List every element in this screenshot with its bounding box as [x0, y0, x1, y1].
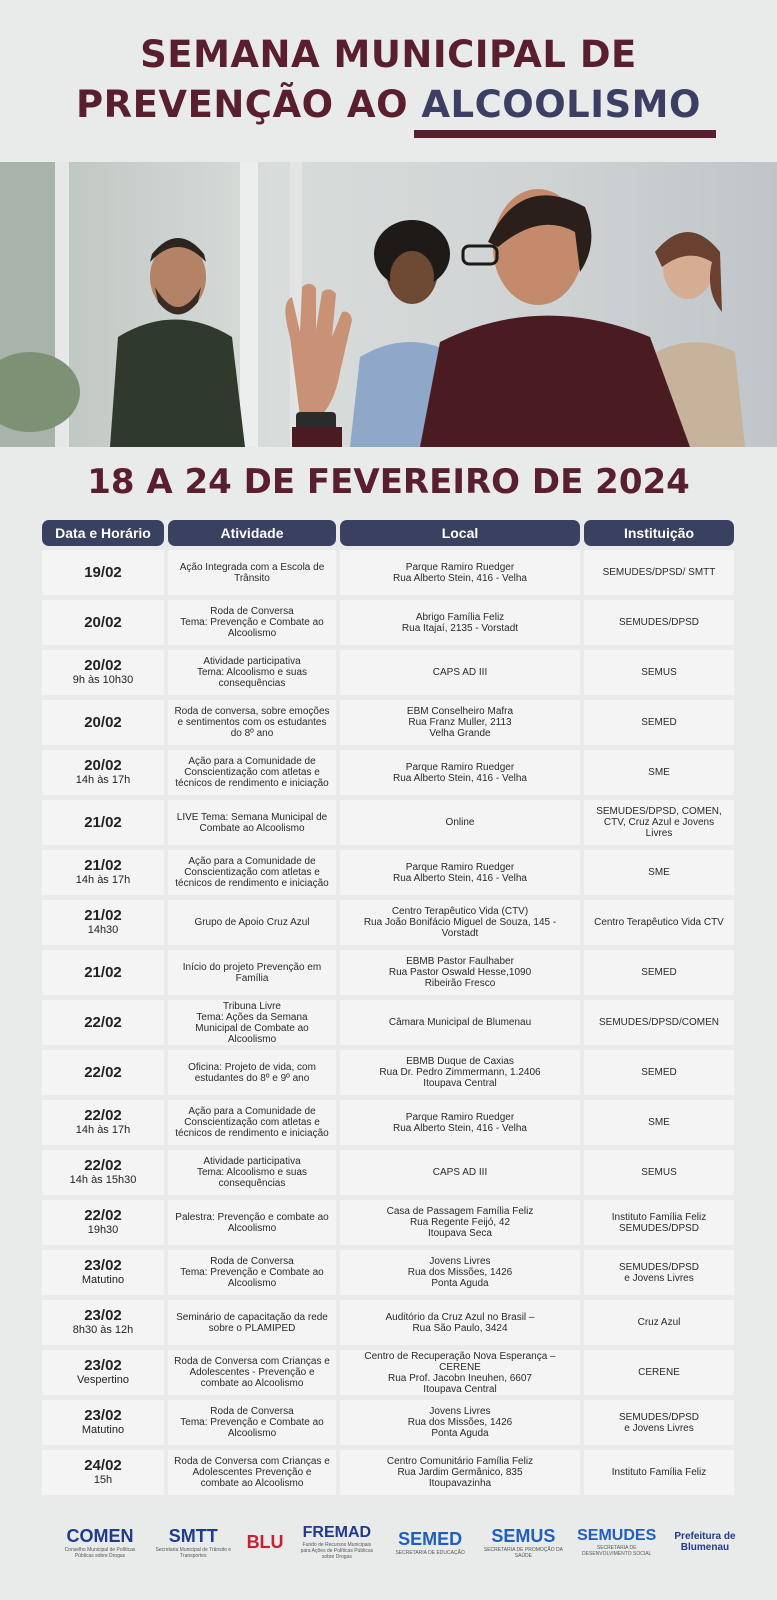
date-text: 22/02 [84, 1157, 122, 1174]
logo-name: SEMED [398, 1528, 463, 1549]
institution-cell [584, 650, 734, 695]
activity-cell-text: Ação para a Comunidade de Conscientização com atletas e técnicos de rendimento e iniciação [175, 856, 329, 889]
activity-cell-text: Seminário de capacitação da rede sobre o PLAMIPED [176, 1311, 328, 1334]
table-row [42, 950, 734, 995]
time-text: 14h às 17h [75, 874, 131, 886]
place-cell [340, 550, 580, 595]
place-cell [340, 900, 580, 945]
place-cell [340, 1300, 580, 1345]
logo-name: SEMUDES [577, 1527, 657, 1544]
date-text: 21/02 [84, 907, 122, 924]
activity-cell [168, 1050, 336, 1095]
activity-cell [168, 800, 336, 845]
logo-prefeitura-de-blumenau [670, 1531, 740, 1553]
date-cell [42, 1350, 164, 1395]
place-cell-text: EBM Conselheiro Mafra Rua Franz Muller, 2113 Velha Grande [406, 706, 514, 739]
table-row [42, 800, 734, 845]
place-cell [340, 1100, 580, 1145]
date-cell [42, 1400, 164, 1445]
institution-cell-text: Instituto Família Feliz SEMUDES/DPSD [611, 1211, 707, 1234]
institution-cell-text: SEMUDES/DPSD/ SMTT [602, 567, 716, 578]
institution-cell [584, 1300, 734, 1345]
institution-cell-text: CERENE [638, 1367, 680, 1378]
table-row [42, 1050, 734, 1095]
date-text: 19/02 [84, 563, 122, 581]
activity-cell-text: Roda de Conversa Tema: Prevenção e Combate ao Alcoolismo [180, 1406, 324, 1439]
logo-subtitle: Conselho Municipal de Políticas Públicas sobre Drogas [64, 1546, 136, 1559]
partner-logos [60, 1512, 740, 1572]
title-line-2-highlight: ALCOOLISMO [421, 83, 701, 126]
table-row [42, 650, 734, 695]
activity-cell [168, 850, 336, 895]
place-cell-text: CAPS AD III [432, 667, 488, 678]
place-cell-text: Parque Ramiro Ruedger Rua Alberto Stein, 416 - Velha [393, 861, 527, 884]
logo-blu [247, 1532, 284, 1553]
date-cell [42, 550, 164, 595]
place-cell-text: Jovens Livres Rua dos Missões, 1426 Ponta Aguda [407, 1256, 513, 1289]
table-row [42, 1150, 734, 1195]
time-text: 14h às 15h30 [69, 1174, 137, 1186]
activity-cell [168, 1000, 336, 1045]
date-text: 21/02 [84, 857, 122, 874]
activity-cell-text: Atividade participativa Tema: Alcoolismo e suas consequências [196, 1156, 308, 1189]
activity-cell-text: Tribuna Livre Tema: Ações da Semana Municipal de Combate ao Alcoolismo [195, 1000, 309, 1045]
date-text: 20/02 [84, 713, 122, 731]
activity-cell-text: Ação para a Comunidade de Conscientização com atletas e técnicos de rendimento e iniciação [175, 1106, 329, 1139]
title-line-2-part-1: PREVENÇÃO AO [76, 83, 422, 126]
institution-cell [584, 700, 734, 745]
time-text: 14h30 [87, 924, 119, 936]
institution-cell-text: Centro Terapêutico Vida CTV [594, 917, 724, 928]
time-text: 8h30 às 12h [72, 1324, 134, 1336]
header-date: Data e Horário [42, 520, 164, 546]
institution-cell-text: SEMUS [641, 667, 677, 678]
activity-cell [168, 1350, 336, 1395]
place-cell [340, 950, 580, 995]
institution-cell [584, 1000, 734, 1045]
institution-cell-text: SEMUS [641, 1167, 677, 1178]
activity-cell [168, 1300, 336, 1345]
institution-cell-text: SEMUDES/DPSD e Jovens Livres [618, 1411, 699, 1434]
institution-cell [584, 550, 734, 595]
date-text: 23/02 [84, 1357, 122, 1374]
logo-subtitle: SECRETARIA DE PROMOÇÃO DA SAÚDE [483, 1546, 563, 1559]
activity-cell [168, 1100, 336, 1145]
activity-cell-text: Ação Integrada com a Escola de Trânsito [179, 561, 325, 584]
institution-cell [584, 850, 734, 895]
logo-semed [390, 1529, 470, 1556]
place-cell-text: Parque Ramiro Ruedger Rua Alberto Stein, 416 - Velha [393, 1111, 527, 1134]
date-text: 22/02 [84, 1013, 122, 1031]
activity-cell [168, 650, 336, 695]
table-row [42, 550, 734, 595]
date-text: 20/02 [84, 757, 122, 774]
date-cell [42, 1100, 164, 1145]
table-row [42, 1400, 734, 1445]
date-cell [42, 700, 164, 745]
activity-cell-text: Roda de conversa, sobre emoções e sentimentos com os estudantes do 8º ano [174, 706, 330, 739]
place-cell-text: Centro Terapêutico Vida (CTV) Rua João Bonifácio Miguel de Souza, 145 - Vorstadt [363, 906, 557, 939]
activity-cell [168, 1400, 336, 1445]
activity-cell-text: Ação para a Comunidade de Conscientização com atletas e técnicos de rendimento e iniciação [175, 756, 329, 789]
logo-fremad [297, 1524, 377, 1560]
title-line-1: SEMANA MUNICIPAL DE [140, 33, 637, 76]
logo-name: FREMAD [302, 1524, 372, 1541]
date-cell [42, 650, 164, 695]
date-cell [42, 1450, 164, 1495]
place-cell-text: CAPS AD III [432, 1167, 488, 1178]
activity-cell [168, 700, 336, 745]
table-row [42, 1450, 734, 1495]
activity-cell-text: Roda de Conversa Tema: Prevenção e Combate ao Alcoolismo [180, 1256, 324, 1289]
hero-photo [0, 162, 777, 447]
date-text: 23/02 [84, 1307, 122, 1324]
institution-cell-text: SME [648, 867, 670, 878]
page-title [0, 30, 777, 130]
table-row [42, 1300, 734, 1345]
time-text: Matutino [81, 1424, 125, 1436]
place-cell [340, 1350, 580, 1395]
date-text: 22/02 [84, 1063, 122, 1081]
place-cell [340, 650, 580, 695]
activity-cell-text: Roda de Conversa com Crianças e Adolescentes - Prevenção e combate ao Alcoolismo [174, 1356, 330, 1389]
date-cell [42, 1050, 164, 1095]
logo-smtt [153, 1526, 233, 1559]
place-cell-text: Centro de Recuperação Nova Esperança – CERENE Rua Prof. Jacobn Ineuhen, 6607 Itoupava Central [364, 1350, 556, 1395]
institution-cell-text: SME [648, 767, 670, 778]
date-cell [42, 1200, 164, 1245]
place-cell-text: Abrigo Família Feliz Rua Itajaí, 2135 - Vorstadt [401, 611, 519, 634]
logo-name: SEMUS [491, 1525, 556, 1546]
table-row [42, 900, 734, 945]
place-cell-text: Centro Comunitário Família Feliz Rua Jardim Germânico, 835 Itoupavazinha [386, 1456, 534, 1489]
logo-name: Prefeitura de Blumenau [674, 1531, 736, 1553]
activity-cell-text: Atividade participativa Tema: Alcoolismo e suas consequências [196, 656, 308, 689]
place-cell-text: EBMB Duque de Caxias Rua Dr. Pedro Zimmermann, 1.2406 Itoupava Central [379, 1056, 541, 1089]
place-cell-text: Online [445, 817, 475, 828]
time-text: 19h30 [87, 1224, 119, 1236]
title-underline [414, 130, 716, 138]
activity-cell-text: Oficina: Projeto de vida, com estudantes do 8º e 9º ano [188, 1061, 316, 1084]
activity-cell [168, 550, 336, 595]
activity-cell-text: LIVE Tema: Semana Municipal de Combate ao Alcoolismo [176, 811, 328, 834]
place-cell [340, 600, 580, 645]
place-cell-text: Auditório da Cruz Azul no Brasil – Rua São Paulo, 3424 [385, 1311, 535, 1334]
activity-cell [168, 600, 336, 645]
date-cell [42, 900, 164, 945]
institution-cell-text: SEMUDES/DPSD [618, 617, 699, 628]
institution-cell [584, 1400, 734, 1445]
activity-cell-text: Grupo de Apoio Cruz Azul [194, 917, 310, 928]
table-row [42, 1000, 734, 1045]
table-row [42, 850, 734, 895]
date-text: 21/02 [84, 813, 122, 831]
place-cell [340, 700, 580, 745]
time-text: 9h às 10h30 [72, 674, 134, 686]
institution-cell [584, 950, 734, 995]
institution-cell [584, 1200, 734, 1245]
logo-name: BLU [246, 1531, 284, 1552]
place-cell-text: Parque Ramiro Ruedger Rua Alberto Stein, 416 - Velha [393, 561, 527, 584]
date-cell [42, 1150, 164, 1195]
date-text: 23/02 [84, 1407, 122, 1424]
date-text: 20/02 [84, 657, 122, 674]
activity-cell [168, 950, 336, 995]
institution-cell-text: SEMUDES/DPSD, COMEN, CTV, Cruz Azul e Jovens Livres [596, 806, 722, 839]
date-text: 23/02 [84, 1257, 122, 1274]
date-text: 22/02 [84, 1107, 122, 1124]
date-cell [42, 850, 164, 895]
header-institution: Instituição [584, 520, 734, 546]
logo-subtitle: SECRETARIA DE EDUCAÇÃO [395, 1549, 465, 1556]
place-cell-text: EBMB Pastor Faulhaber Rua Pastor Oswald Hesse,1090 Ribeirão Fresco [388, 956, 532, 989]
logo-name: COMEN [66, 1525, 134, 1546]
logo-name: SMTT [168, 1525, 218, 1546]
place-cell-text: Parque Ramiro Ruedger Rua Alberto Stein, 416 - Velha [393, 761, 527, 784]
institution-cell [584, 600, 734, 645]
activity-cell-text: Roda de Conversa Tema: Prevenção e Combate ao Alcoolismo [180, 606, 324, 639]
header-place: Local [340, 520, 580, 546]
title-line-2 [0, 80, 777, 130]
table-row [42, 600, 734, 645]
table-row [42, 1100, 734, 1145]
time-text: Vespertino [77, 1374, 129, 1386]
header-activity: Atividade [168, 520, 336, 546]
place-cell-text: Casa de Passagem Família Feliz Rua Regente Feijó, 42 Itoupava Seca [386, 1206, 534, 1239]
place-cell-text: Câmara Municipal de Blumenau [388, 1017, 532, 1028]
table-row [42, 1350, 734, 1395]
table-row [42, 1200, 734, 1245]
date-cell [42, 750, 164, 795]
date-cell [42, 600, 164, 645]
time-text: Matutino [81, 1274, 125, 1286]
institution-cell [584, 1250, 734, 1295]
institution-cell [584, 1050, 734, 1095]
activity-cell [168, 750, 336, 795]
institution-cell [584, 1450, 734, 1495]
activity-cell [168, 1250, 336, 1295]
time-text: 15h [93, 1474, 113, 1486]
table-row [42, 700, 734, 745]
institution-cell-text: SEMUDES/DPSD e Jovens Livres [618, 1261, 699, 1284]
institution-cell [584, 1150, 734, 1195]
hero-photo-illustration [0, 162, 777, 447]
table-row [42, 750, 734, 795]
date-cell [42, 1000, 164, 1045]
place-cell-text: Jovens Livres Rua dos Missões, 1426 Ponta Aguda [407, 1406, 513, 1439]
activity-cell [168, 1200, 336, 1245]
date-cell [42, 1250, 164, 1295]
institution-cell-text: SEMED [641, 717, 677, 728]
activity-cell [168, 1150, 336, 1195]
place-cell [340, 750, 580, 795]
event-date-range: 18 A 24 DE FEVEREIRO DE 2024 [87, 462, 690, 502]
schedule-table [42, 550, 734, 1500]
date-cell [42, 800, 164, 845]
institution-cell-text: SEMED [641, 967, 677, 978]
time-text: 14h às 17h [75, 1124, 131, 1136]
logo-semudes [577, 1527, 657, 1557]
place-cell [340, 1400, 580, 1445]
place-cell [340, 1250, 580, 1295]
logo-subtitle: Secretaria Municipal de Trânsito e Transportes [155, 1546, 232, 1559]
logo-semus [483, 1526, 563, 1559]
institution-cell-text: SEMUDES/DPSD/COMEN [598, 1017, 719, 1028]
institution-cell-text: Cruz Azul [637, 1317, 681, 1328]
activity-cell-text: Palestra: Prevenção e combate ao Alcoolismo [175, 1211, 329, 1234]
activity-cell [168, 900, 336, 945]
institution-cell [584, 900, 734, 945]
institution-cell-text: SEMED [641, 1067, 677, 1078]
logo-subtitle: Fundo de Recursos Municipais para Ações de Políticas Públicas sobre Drogas [300, 1542, 374, 1560]
date-text: 20/02 [84, 613, 122, 631]
time-text: 14h às 17h [75, 774, 131, 786]
institution-cell-text: Instituto Família Feliz [611, 1467, 707, 1478]
institution-cell [584, 1100, 734, 1145]
institution-cell [584, 1350, 734, 1395]
activity-cell [168, 1450, 336, 1495]
activity-cell-text: Início do projeto Prevenção em Família [182, 961, 322, 984]
activity-cell-text: Roda de Conversa com Crianças e Adolescentes Prevenção e combate ao Alcoolismo [174, 1456, 330, 1489]
place-cell [340, 800, 580, 845]
place-cell [340, 1450, 580, 1495]
place-cell [340, 850, 580, 895]
institution-cell [584, 800, 734, 845]
place-cell [340, 1050, 580, 1095]
date-cell [42, 950, 164, 995]
place-cell [340, 1150, 580, 1195]
date-text: 21/02 [84, 963, 122, 981]
table-row [42, 1250, 734, 1295]
date-text: 22/02 [84, 1207, 122, 1224]
institution-cell-text: SME [648, 1117, 670, 1128]
institution-cell [584, 750, 734, 795]
logo-subtitle: SECRETARIA DE DESENVOLVIMENTO SOCIAL [582, 1545, 652, 1557]
place-cell [340, 1000, 580, 1045]
date-text: 24/02 [84, 1457, 122, 1474]
place-cell [340, 1200, 580, 1245]
logo-comen [60, 1526, 140, 1559]
date-cell [42, 1300, 164, 1345]
